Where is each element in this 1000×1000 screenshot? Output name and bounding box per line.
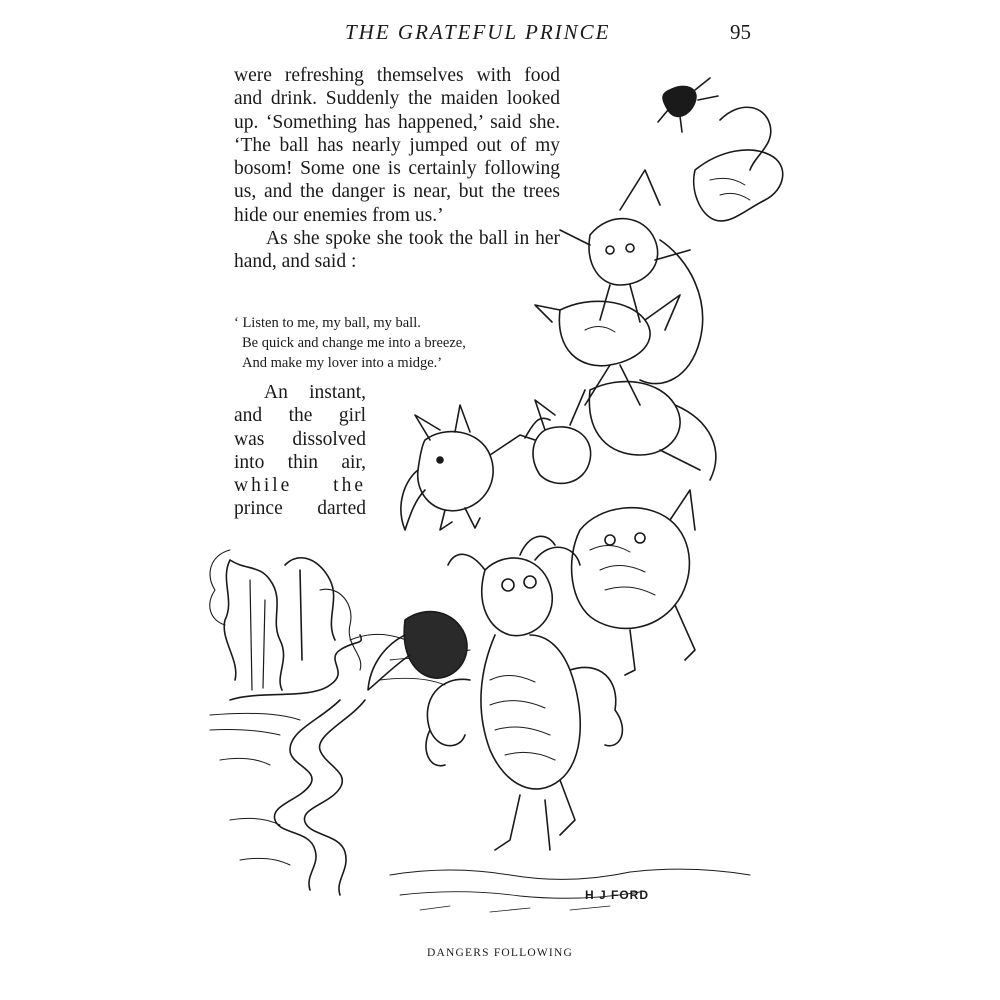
river-landscape: [210, 550, 470, 895]
beaked-bird-creature: [401, 405, 550, 530]
verse-line-2: Be quick and change me into a breeze,: [242, 335, 466, 351]
paragraph-1: were refreshing themselves with food and drink. Suddenly the maiden looked up. ‘Something has happened,’ said she. ‘The ball has nearly jumped out of my bosom! Some one is certainly following us, and the danger is near, but the trees hide our enemies from us.’: [234, 65, 560, 226]
verse-line-1: ‘ Listen to me, my ball, my ball.: [234, 315, 421, 331]
paragraph-2: As she spoke she took the ball in her hand, and said :: [234, 228, 560, 273]
page-number: 95: [730, 20, 751, 44]
paragraph-3-line-1: An instant,: [264, 382, 366, 403]
winged-goblin-mid: [560, 170, 690, 322]
winged-dragon-lower: [533, 382, 716, 484]
furry-beast: [535, 490, 695, 675]
paragraph-3-line-4: into thin air,: [234, 451, 366, 473]
paragraph-3-line-6: prince darted: [234, 498, 366, 520]
verse-line-3: And make my lover into a midge.’: [242, 355, 443, 371]
main-dragon: [368, 536, 622, 850]
paragraph-3-line-2: and the girl: [234, 405, 366, 427]
illustrator-signature: H J FORD: [585, 888, 650, 902]
dangers-following-illustration: [190, 60, 790, 920]
paragraph-3-line-3: was dissolved: [234, 428, 366, 450]
dragon-head-right: [535, 240, 703, 405]
page-header: [0, 20, 1000, 52]
paragraph-3-line-5: while the: [234, 475, 366, 497]
winged-dragon-top: [694, 107, 783, 221]
small-flying-imp: [658, 78, 718, 132]
ground-strokes: [390, 869, 750, 912]
running-title: THE GRATEFUL PRINCE: [345, 20, 611, 44]
illustration-caption: DANGERS FOLLOWING: [427, 947, 573, 959]
